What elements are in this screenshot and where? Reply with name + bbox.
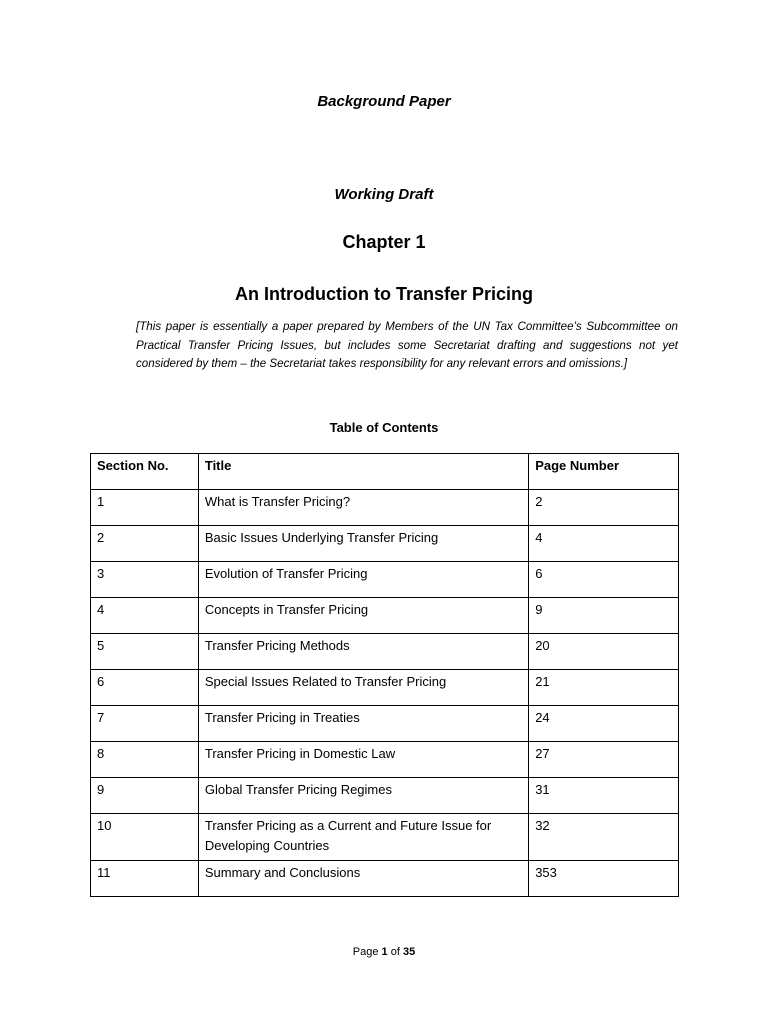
toc-heading: Table of Contents bbox=[329, 420, 439, 435]
page-footer bbox=[0, 946, 768, 958]
section-number: 2 bbox=[91, 526, 199, 562]
page-number: 24 bbox=[529, 706, 679, 742]
table-row bbox=[91, 526, 679, 562]
section-title: Evolution of Transfer Pricing bbox=[198, 562, 528, 598]
page-number: 31 bbox=[529, 778, 679, 814]
section-number: 7 bbox=[91, 706, 199, 742]
footer-total-pages: 35 bbox=[402, 946, 416, 958]
footer-of-word: of bbox=[390, 946, 400, 958]
section-number: 9 bbox=[91, 778, 199, 814]
table-row bbox=[91, 861, 679, 897]
section-title: Basic Issues Underlying Transfer Pricing bbox=[198, 526, 528, 562]
page-number: 20 bbox=[529, 634, 679, 670]
toc-header-row bbox=[91, 454, 679, 490]
section-title: Transfer Pricing Methods bbox=[198, 634, 528, 670]
document-title: An Introduction to Transfer Pricing bbox=[234, 284, 533, 304]
page-number: 9 bbox=[529, 598, 679, 634]
page-number: 6 bbox=[529, 562, 679, 598]
section-title: Global Transfer Pricing Regimes bbox=[198, 778, 528, 814]
secretariat-note: [This paper is essentially a paper prepared by Members of the UN Tax Committee’s Subcommittee on Practical Transfer Pricing Issues, but includes some Secretariat drafting and suggestions not yet considered by them – the Secretariat takes responsibility for any relevant errors and omissions.] bbox=[136, 320, 678, 370]
working-draft-label: Working Draft bbox=[334, 186, 434, 203]
section-title: Summary and Conclusions bbox=[198, 861, 528, 897]
table-row bbox=[91, 778, 679, 814]
toc-table bbox=[90, 453, 679, 897]
page-number: 27 bbox=[529, 742, 679, 778]
table-row bbox=[91, 670, 679, 706]
table-row bbox=[91, 490, 679, 526]
column-header-page: Page Number bbox=[529, 454, 679, 490]
section-number: 8 bbox=[91, 742, 199, 778]
section-number: 1 bbox=[91, 490, 199, 526]
page-number: 21 bbox=[529, 670, 679, 706]
section-number: 11 bbox=[91, 861, 199, 897]
page-number: 4 bbox=[529, 526, 679, 562]
footer-page-word: Page bbox=[352, 946, 379, 958]
column-header-section: Section No. bbox=[91, 454, 199, 490]
table-row bbox=[91, 598, 679, 634]
column-header-title: Title bbox=[198, 454, 528, 490]
section-title: Transfer Pricing in Domestic Law bbox=[198, 742, 528, 778]
section-number: 3 bbox=[91, 562, 199, 598]
section-number: 6 bbox=[91, 670, 199, 706]
footer-current-page: 1 bbox=[381, 946, 388, 958]
page-number: 353 bbox=[529, 861, 679, 897]
table-row bbox=[91, 562, 679, 598]
chapter-heading: Chapter 1 bbox=[342, 232, 426, 252]
table-row bbox=[91, 706, 679, 742]
table-row bbox=[91, 814, 679, 861]
section-number: 5 bbox=[91, 634, 199, 670]
page-number: 32 bbox=[529, 814, 679, 861]
section-title: Transfer Pricing as a Current and Future Issue for Developing Countries bbox=[198, 814, 528, 861]
section-number: 4 bbox=[91, 598, 199, 634]
table-row bbox=[91, 634, 679, 670]
section-title: Concepts in Transfer Pricing bbox=[198, 598, 528, 634]
section-title: What is Transfer Pricing? bbox=[198, 490, 528, 526]
background-paper-label: Background Paper bbox=[317, 93, 451, 110]
section-number: 10 bbox=[91, 814, 199, 861]
page-number: 2 bbox=[529, 490, 679, 526]
section-title: Transfer Pricing in Treaties bbox=[198, 706, 528, 742]
section-title: Special Issues Related to Transfer Pricing bbox=[198, 670, 528, 706]
table-row bbox=[91, 742, 679, 778]
